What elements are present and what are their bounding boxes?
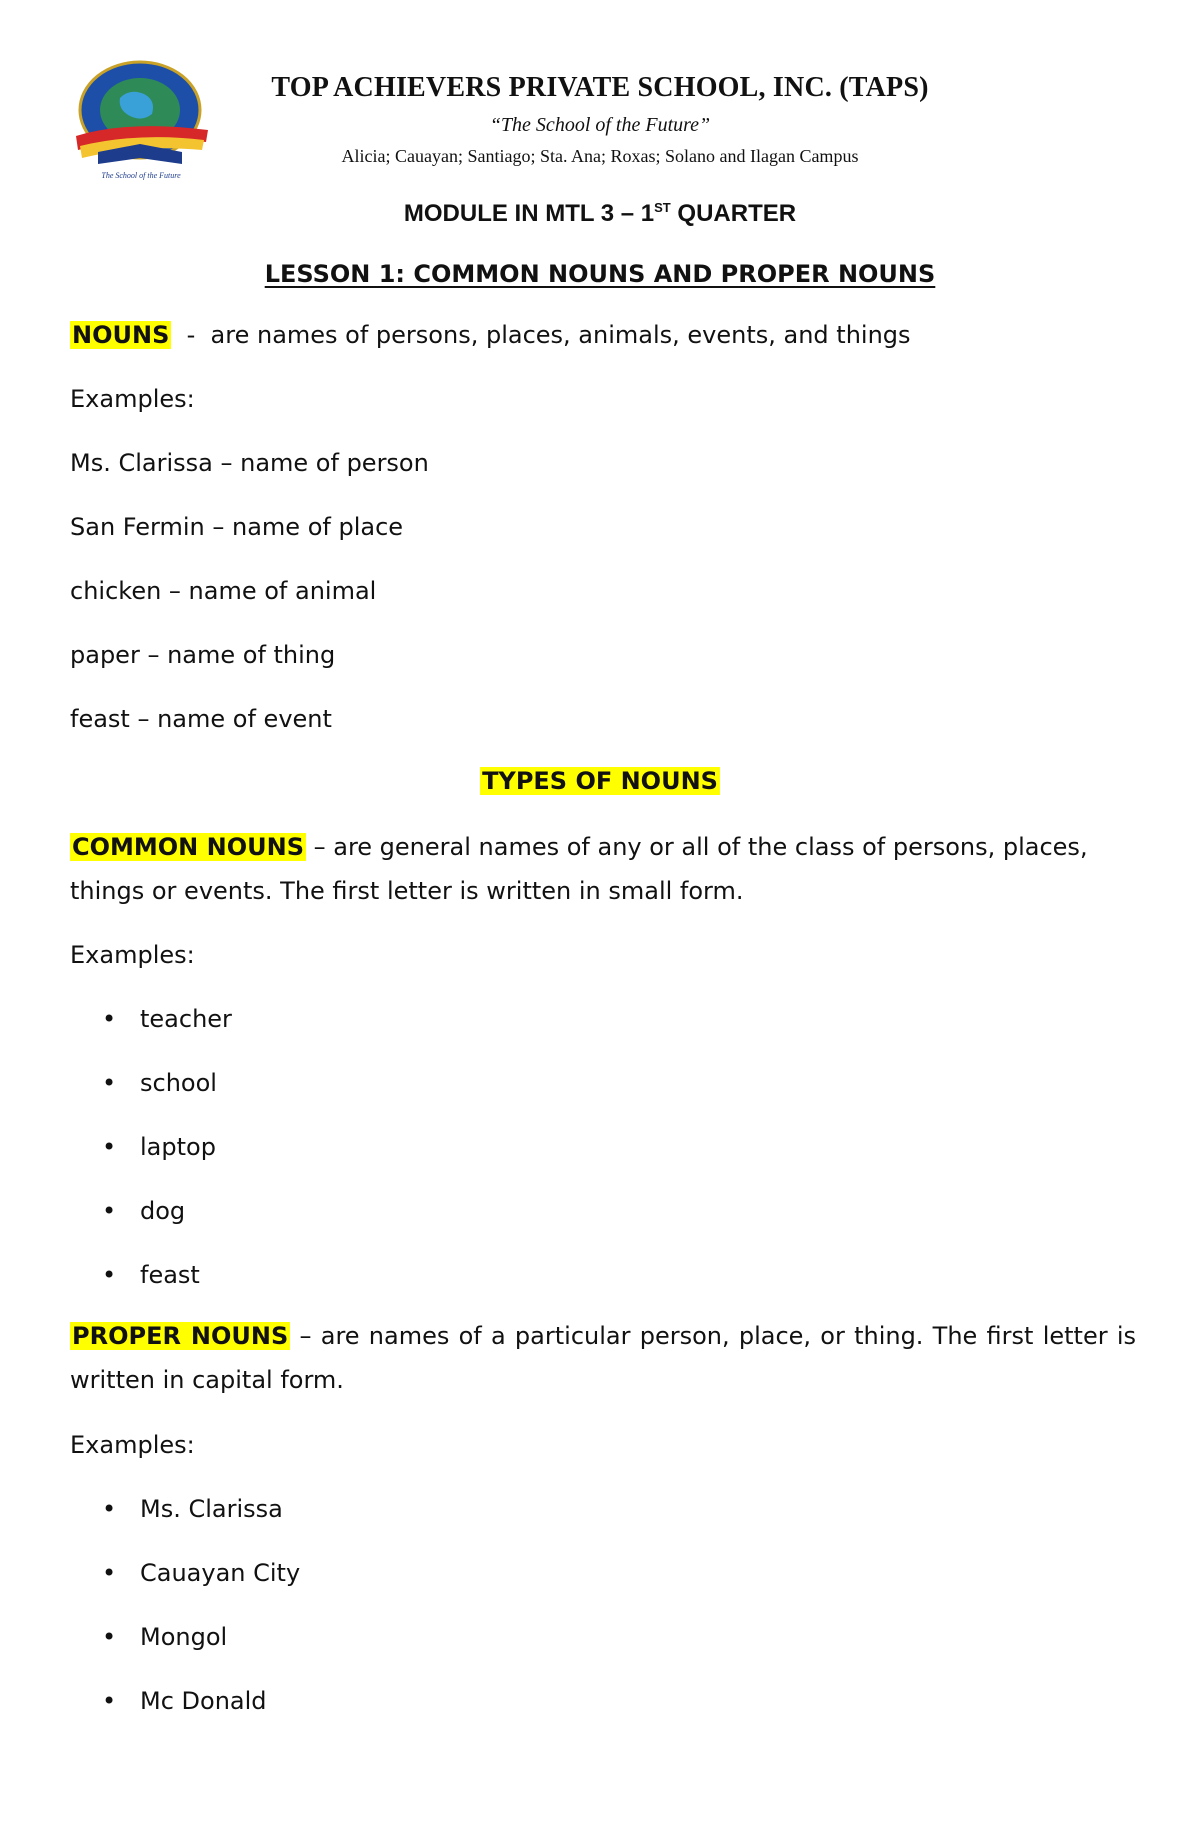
list-item: • Ms. Clarissa — [104, 1495, 283, 1523]
examples-label: Examples: — [70, 385, 195, 413]
proper-nouns-definition: PROPER NOUNS – are names of a particular person, place, or thing. The first letter is written in capital form. — [70, 1322, 1137, 1394]
common-nouns-definition: COMMON NOUNS – are general names of any or all of the class of persons, places, things or events. The first letter is written in small form. — [70, 833, 1088, 905]
lesson-title: LESSON 1: COMMON NOUNS AND PROPER NOUNS — [264, 260, 936, 288]
list-item: • school — [104, 1069, 217, 1097]
list-item: • Mc Donald — [104, 1687, 267, 1715]
list-item: • feast — [104, 1261, 200, 1289]
module-superscript: ST — [654, 200, 671, 215]
list-item: • laptop — [104, 1133, 216, 1161]
list-item: San Fermin – name of place — [70, 513, 404, 541]
list-item: • Mongol — [104, 1623, 227, 1651]
list-item: chicken – name of animal — [70, 577, 377, 605]
school-logo — [68, 60, 214, 182]
list-item: • Cauayan City — [104, 1559, 300, 1587]
module-title: MODULE IN MTL 3 – 1ST QUARTER — [403, 200, 797, 227]
types-heading: TYPES OF NOUNS — [482, 767, 718, 795]
list-item: feast – name of event — [70, 705, 332, 733]
common-nouns-term: COMMON NOUNS — [72, 833, 304, 861]
logo-caption: The School of the Future — [101, 171, 181, 180]
nouns-term: NOUNS — [72, 321, 170, 349]
list-item: • teacher — [104, 1005, 232, 1033]
school-name: TOP ACHIEVERS PRIVATE SCHOOL, INC. (TAPS) — [271, 72, 929, 103]
list-item: Ms. Clarissa – name of person — [70, 449, 429, 477]
list-item: paper – name of thing — [70, 641, 336, 669]
nouns-definition: NOUNS - are names of persons, places, animals, events, and things — [72, 321, 911, 349]
list-item: • dog — [104, 1197, 185, 1225]
campus-list: Alicia; Cauayan; Santiago; Sta. Ana; Roxas; Solano and Ilagan Campus — [341, 146, 859, 166]
proper-nouns-term: PROPER NOUNS — [72, 1322, 289, 1350]
examples-label: Examples: — [70, 941, 195, 969]
examples-label: Examples: — [70, 1431, 195, 1459]
school-motto: “The School of the Future” — [489, 114, 711, 136]
